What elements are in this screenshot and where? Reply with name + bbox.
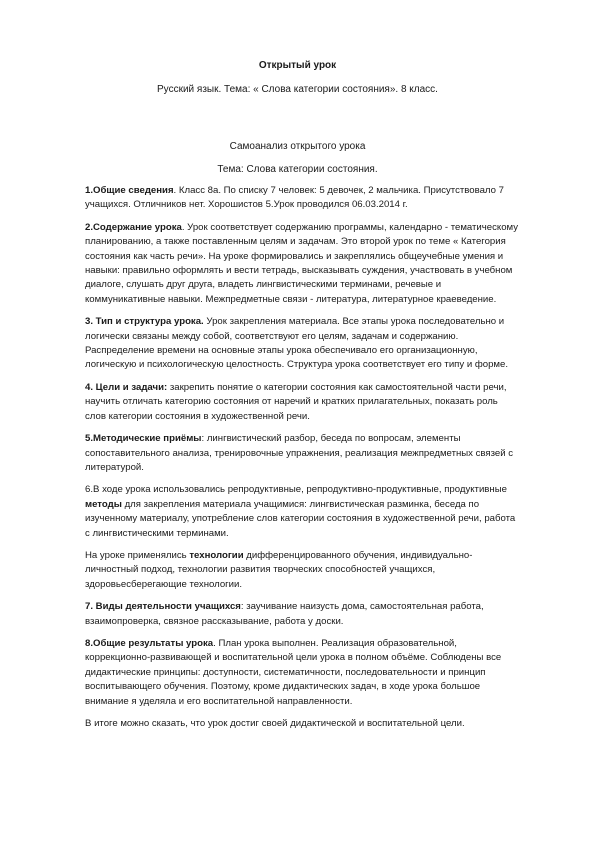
analysis-theme: Тема: Слова категории состояния. [217,164,378,175]
section-pre: На уроке применялись [85,549,190,561]
section-conclusion [85,717,521,731]
page-subtitle: Русский язык. Тема: « Слова категории состояния». 8 класс. [157,84,438,95]
section-activities [85,600,521,629]
section-content [85,221,521,307]
section-text: В итоге можно сказать, что урок достиг своей дидактической и воспитательной цели. [85,718,465,729]
section-type-structure [85,315,521,373]
section-heading: 5.Методические приёмы [85,433,202,445]
section-text: : лингвистический разбор, беседа по вопросам, элементы сопоставительного анализа, тренировочные упражнения, реализация межпредметных связей с литературой. [85,433,514,473]
section-text: . Урок соответствует содержанию программы, календарно - тематическому планированию, а также поставленным целям и задачам. Это второй урок по теме « Категория состояния как часть речи». На уроке формировались и закреплялись общеучебные умения и навыки: правильно оформлять и вести тетрадь, высказывать суждения, участвовать в учебном диалоге, слушать друг друга, владеть лингвистическими терминами, речевые и коммуникативные навыки. Межпредметные связи - литература, литературное краеведение. [85,221,519,305]
section-text: . План урока выполнен. Реализация образовательной, коррекционно-развивающей и воспитательной цели урока в полном объёме. Соблюдены все дидактические принципы: доступности, систематичности, последовательности и принцип воспитывающего обучения. Поэтому, кроме дидактических задач, в ходе урока большое внимание я уделяла и его воспитательной направленности. [85,637,502,707]
section-heading: 2.Содержание урока [85,221,182,233]
section-text: Урок закрепления материала. Все этапы урока последовательно и логически связаны между собой, соответствуют его целям, задачам и содержанию. Распределение времени на основные этапы урока обеспечивало его организационную, логическую и психологическую целостность. Структура урока соответствует его типу и форме. [85,316,509,371]
document-body [85,184,521,739]
section-goals [85,381,521,424]
section-heading: 8.Общие результаты урока [85,637,214,649]
section-methods [85,483,521,541]
section-heading: 3. Тип и структура урока. [85,316,204,328]
section-text: дифференцированного обучения, индивидуально-личностный подход, технологии развития творческих способностей учащихся, здоровьесберегающие технологии. [85,549,473,590]
section-text: . Класс 8а. По списку 7 человек: 5 девочек, 2 мальчика. Присутствовало 7 учащихся. Отличников нет. Хорошистов 5.Урок проводился 06.03.2014 г. [85,185,504,211]
section-text: для закрепления материала учащимися: лингвистическая разминка, беседа по изученному материалу, употребление слов категории состояния в художественной речи, работа с лингвистическими терминами. [85,498,516,539]
section-heading: 7. Виды деятельности учащихся [85,601,241,613]
section-heading: технологии [189,549,244,561]
analysis-title: Самоанализ открытого урока [229,141,366,152]
section-text: : заучивание наизусть дома, самостоятельная работа, взаимопроверка, связное рассказывание, работа у доски. [85,601,484,627]
section-heading: 4. Цели и задачи: [85,381,168,393]
section-general [85,184,521,213]
section-pre: 6.В ходе урока использовались репродуктивные, репродуктивно-продуктивные, продуктивные [85,484,507,496]
section-heading: методы [85,498,122,510]
section-methods-techniques [85,432,521,475]
section-heading: 1.Общие сведения [85,185,174,196]
section-text: закрепить понятие о категории состояния как самостоятельной части речи, научить отличать категорию состояния от наречий и кратких прилагательных, показать роль слов категории состояния в художественной речи. [85,381,507,422]
section-technologies [85,549,521,592]
page-title: Открытый урок [258,60,337,71]
section-results [85,637,521,709]
